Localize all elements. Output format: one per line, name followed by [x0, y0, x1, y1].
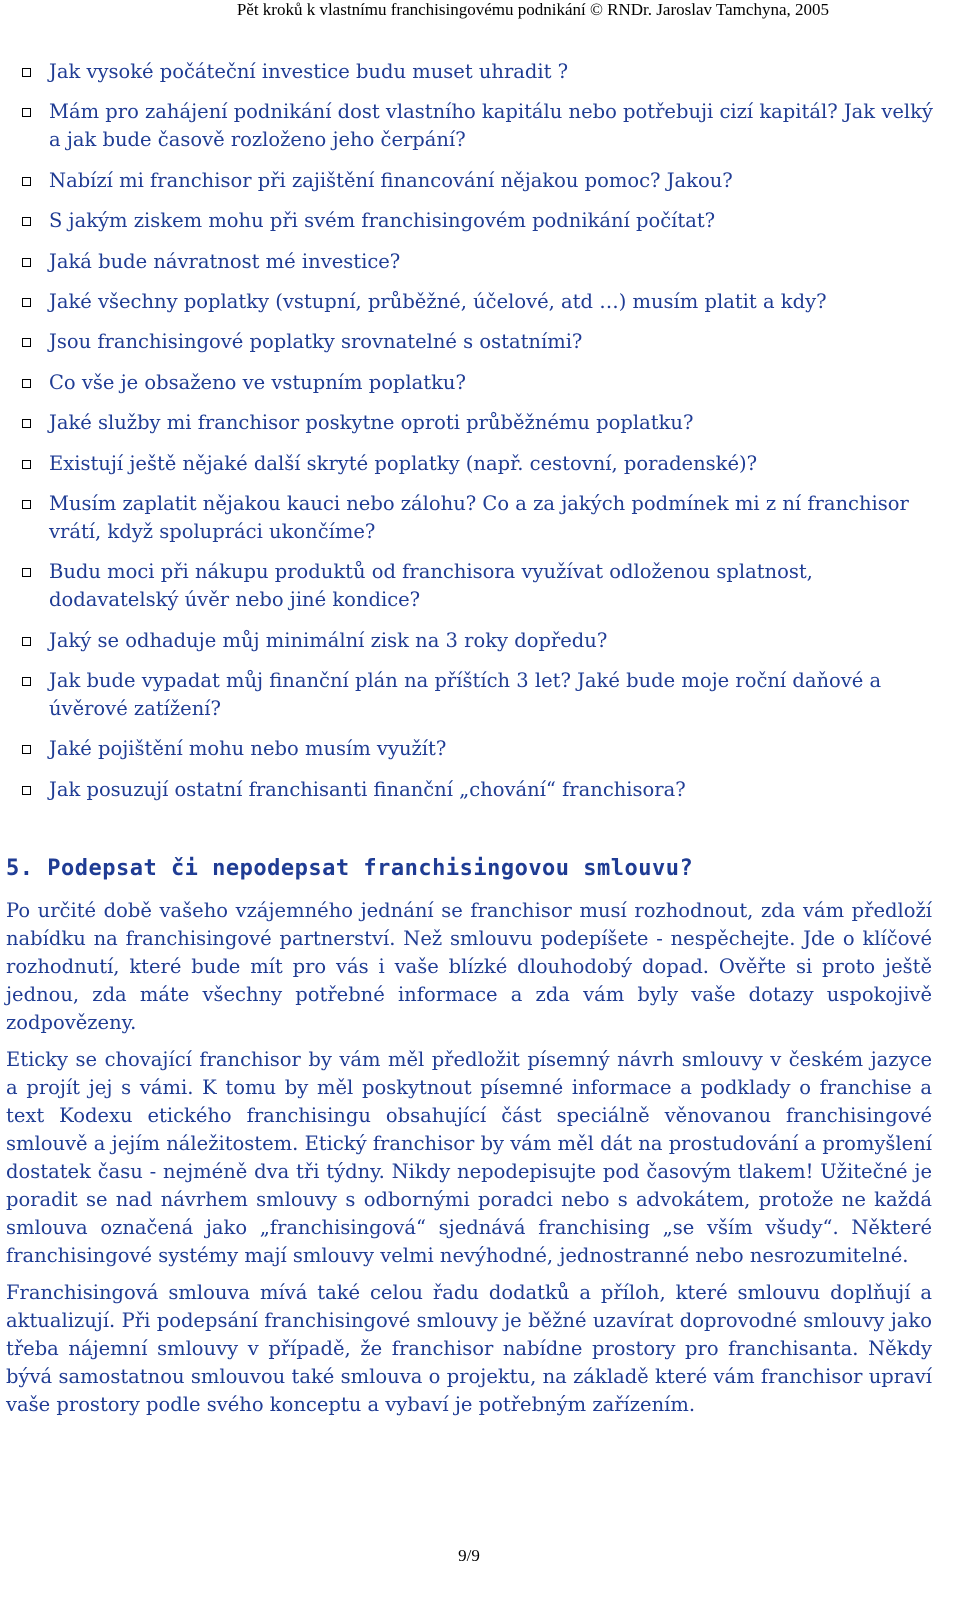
checkbox-icon: [22, 258, 31, 267]
checklist-item-text: Jak posuzují ostatní franchisanti finanční „chování“ franchisora?: [49, 777, 686, 801]
checklist-item-text: Co vše je obsaženo ve vstupním poplatku?: [49, 370, 466, 394]
checklist-item-text: Jaký se odhaduje můj minimální zisk na 3 roky dopředu?: [49, 628, 608, 652]
checkbox-icon: [22, 677, 31, 686]
checkbox-icon: [22, 177, 31, 186]
checklist-item-text: Jak vysoké počáteční investice budu muset uhradit ?: [49, 60, 569, 83]
checklist-item: [0, 58, 960, 86]
checklist-item: [0, 328, 960, 356]
checklist-item-text: Jaké pojištění mohu nebo musím využít?: [49, 737, 447, 761]
page-number: 9/9: [458, 1546, 480, 1565]
checkbox-icon: [22, 379, 31, 388]
checklist-item: [0, 490, 960, 546]
checklist-item: [0, 735, 960, 763]
body-paragraph: Franchisingová smlouva mívá také celou řadu dodatků a příloh, které smlouvu doplňují a aktualizují. Při podepsání franchisingové smlouvy je běžné uzavírat doprovodné smlouvy jako třeba nájemní smlouvy v případě, že franchisor nabídne prostory pro franchisanta. Někdy bývá samostatnou smlouvou také smlouva o projektu, na základě které vám franchisor upraví vaše prostory podle svého konceptu a vybaví je potřebným zařízením.: [6, 1281, 932, 1416]
body-paragraph: Po určité době vašeho vzájemného jednání se franchisor musí rozhodnout, zda vám předloží nabídku na franchisingové partnerství. Než smlouvu podepíšete - nespěchejte. Jde o klíčové rozhodnutí, které bude mít pro vás i vaše blízké dlouhodobý dopad. Ověřte si proto ještě jednou, zda máte všechny potřebné informace a zda vám byly vaše dotazy uspokojivě zodpovězeny.: [6, 899, 932, 1034]
checklist-item-text: Jaká bude návratnost mé investice?: [49, 249, 401, 273]
checkbox-icon: [22, 419, 31, 428]
section-heading: 5. Podepsat či nepodepsat franchisingovou smlouvu?: [6, 856, 694, 881]
checkbox-icon: [22, 338, 31, 347]
checklist-item-text: Jak bude vypadat můj finanční plán na příštích 3 let? Jaké bude moje roční daňové a úvěrové zatížení?: [49, 669, 882, 721]
checkbox-icon: [22, 108, 31, 117]
section-body: [6, 897, 932, 1428]
checklist-item-text: Mám pro zahájení podnikání dost vlastního kapitálu nebo potřebuji cizí kapitál? Jak velký a jak bude časově rozloženo jeho čerpání?: [49, 100, 933, 152]
checkbox-icon: [22, 745, 31, 754]
checkbox-icon: [22, 568, 31, 577]
checkbox-icon: [22, 637, 31, 646]
checkbox-icon: [22, 500, 31, 509]
checklist-item: [0, 369, 960, 397]
checklist-item-text: Jsou franchisingové poplatky srovnatelné s ostatními?: [49, 330, 583, 354]
checklist-item-text: S jakým ziskem mohu při svém franchisingovém podnikání počítat?: [49, 209, 716, 233]
checklist-item-text: Jaké všechny poplatky (vstupní, průběžné, účelové, atd …) musím platit a kdy?: [49, 289, 827, 313]
checklist-item: [0, 98, 960, 154]
checklist-item: [0, 667, 960, 723]
checkbox-icon: [22, 460, 31, 469]
checklist-item: [0, 167, 960, 195]
checklist-item-text: Budu moci při nákupu produktů od franchisora využívat odloženou splatnost, dodavatelský úvěr nebo jiné kondice?: [49, 560, 813, 612]
checklist-item-text: Jaké služby mi franchisor poskytne oproti průběžnému poplatku?: [49, 411, 694, 435]
checklist-item: [0, 288, 960, 316]
checklist-item: [0, 248, 960, 276]
checkbox-icon: [22, 217, 31, 226]
checklist-item-text: Nabízí mi franchisor při zajištění financování nějakou pomoc? Jakou?: [49, 168, 733, 192]
checkbox-icon: [22, 298, 31, 307]
body-paragraph: Eticky se chovající franchisor by vám měl předložit písemný návrh smlouvy v českém jazyce a projít jej s vámi. K tomu by měl poskytnout písemné informace a podklady o franchise a text Kodexu etického franchisingu obsahující část speciálně věnovanou franchisingové smlouvě a jejím náležitostem. Etický franchisor by vám měl dát na prostudování a promyšlení dostatek času - nejméně dva tři týdny. Nikdy nepodepisujte pod časovým tlakem! Užitečné je poradit se nad návrhem smlouvy s odbornými poradci nebo s advokátem, protože ne každá smlouva označená jako „franchisingová“ sjednává franchising „se vším všudy“. Některé franchisingové systémy mají smlouvy velmi nevýhodné, jednostranné nebo nesrozumitelné.: [6, 1048, 932, 1267]
checklist-item: [0, 776, 960, 804]
checklist-item: [0, 207, 960, 235]
checklist-item: [0, 558, 960, 614]
checklist-item: [0, 409, 960, 437]
checkbox-icon: [22, 786, 31, 795]
checklist-item-text: Existují ještě nějaké další skryté poplatky (např. cestovní, poradenské)?: [49, 451, 758, 475]
checklist-item: [0, 450, 960, 478]
running-header: Pět kroků k vlastnímu franchisingovému podnikání © RNDr. Jaroslav Tamchyna, 2005: [236, 0, 829, 19]
checklist-item: [0, 627, 960, 655]
checkbox-icon: [22, 68, 31, 77]
question-checklist: [0, 58, 960, 816]
checklist-item-text: Musím zaplatit nějakou kauci nebo zálohu? Co a za jakých podmínek mi z ní franchisor vrátí, když spolupráci ukončíme?: [49, 491, 909, 543]
